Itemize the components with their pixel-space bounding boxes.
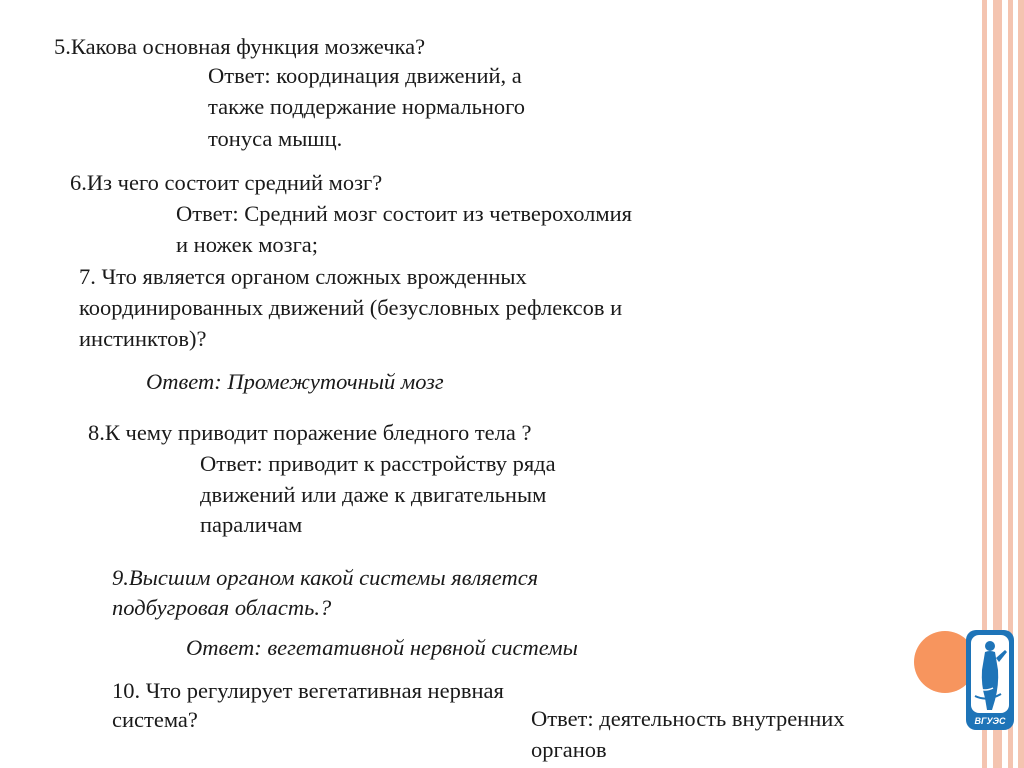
answer-8-line-3: параличам <box>200 512 303 537</box>
question-10-line-1: 10. Что регулирует вегетативная нервная <box>112 678 504 703</box>
question-7-line-3: инстинктов)? <box>79 326 207 351</box>
answer-8-line-1: Ответ: приводит к расстройству ряда <box>200 451 556 476</box>
question-9-line-1: 9.Высшим органом какой системы является <box>112 565 539 590</box>
question-8: 8.К чему приводит поражение бледного тела ? <box>88 420 532 445</box>
university-logo <box>965 630 1015 730</box>
svg-text:ВГУЭС: ВГУЭС <box>974 716 1006 726</box>
answer-7: Ответ: Промежуточный мозг <box>146 369 444 394</box>
answer-6-line-1: Ответ: Средний мозг состоит из четверохолмия <box>176 201 633 226</box>
question-10-line-2: система? <box>112 707 198 732</box>
answer-6-line-2: и ножек мозга; <box>176 232 319 257</box>
question-6: 6.Из чего состоит средний мозг? <box>70 170 383 195</box>
answer-5-line-3: тонуса мышц. <box>208 126 343 151</box>
question-9-line-2: подбугровая область.? <box>112 595 332 620</box>
answer-9: Ответ: вегетативной нервной системы <box>186 635 578 660</box>
question-5: 5.Какова основная функция мозжечка? <box>54 34 426 59</box>
answer-5-line-1: Ответ: координация движений, а <box>208 63 522 88</box>
answer-10-line-1: Ответ: деятельность внутренних <box>531 706 845 731</box>
answer-10-line-2: органов <box>531 737 607 762</box>
answer-8-line-2: движений или даже к двигательным <box>200 482 547 507</box>
question-7-line-1: 7. Что является органом сложных врожденных <box>79 264 527 289</box>
answer-5-line-2: также поддержание нормального <box>208 94 526 119</box>
question-7-line-2: координированных движений (безусловных рефлексов и <box>79 295 623 320</box>
decor-stripe <box>1018 0 1024 768</box>
